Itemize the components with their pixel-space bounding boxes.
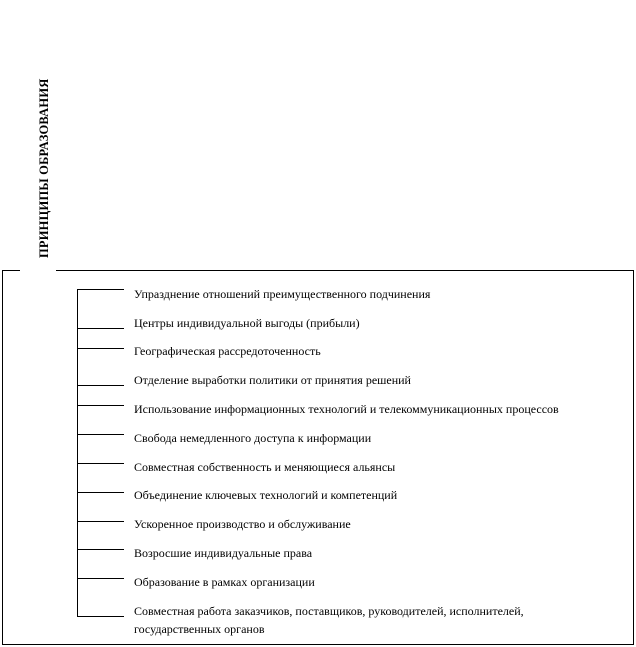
principle-label: Использование информационных технологий и телекоммуникационных процессов [134, 402, 559, 416]
principle-label: Свобода немедленного доступа к информации [134, 431, 372, 445]
connector-tick-8 [77, 492, 124, 493]
connector-tick-3 [77, 348, 124, 349]
connector-tick-10 [77, 549, 124, 550]
connector-tick-1 [77, 289, 124, 290]
diagram-title: ПРИНЦИПЫ ОБРАЗОВАНИЯ [37, 78, 51, 258]
principle-label: Ускоренное производство и обслуживание [134, 517, 351, 531]
frame-gap [20, 268, 56, 273]
connector-tick-11 [77, 578, 124, 579]
principle-label: Центры индивидуальной выгоды (прибыли) [134, 316, 360, 330]
principle-label: Отделение выработки политики от принятия решений [134, 373, 411, 387]
connector-tick-7 [77, 463, 124, 464]
connector-tick-2 [77, 328, 124, 329]
principle-label: Географическая рассредоточенность [134, 344, 321, 358]
principle-label: Возросшие индивидуальные права [134, 546, 313, 560]
connector-tick-6 [77, 434, 124, 435]
principle-label: Упразднение отношений преимущественного подчинения [134, 287, 431, 301]
principle-label-continuation: государственных органов [134, 622, 265, 636]
principle-label: Совместная собственность и меняющиеся альянсы [134, 460, 396, 474]
connector-tick-12 [77, 616, 124, 617]
principle-label: Объединение ключевых технологий и компетенций [134, 488, 398, 502]
principle-label: Образование в рамках организации [134, 575, 315, 589]
connector-tick-5 [77, 405, 124, 406]
principle-label: Совместная работа заказчиков, поставщиков, руководителей, исполнителей, [134, 604, 524, 618]
connector-tick-4 [77, 385, 124, 386]
connector-spine [77, 289, 78, 617]
connector-tick-9 [77, 521, 124, 522]
